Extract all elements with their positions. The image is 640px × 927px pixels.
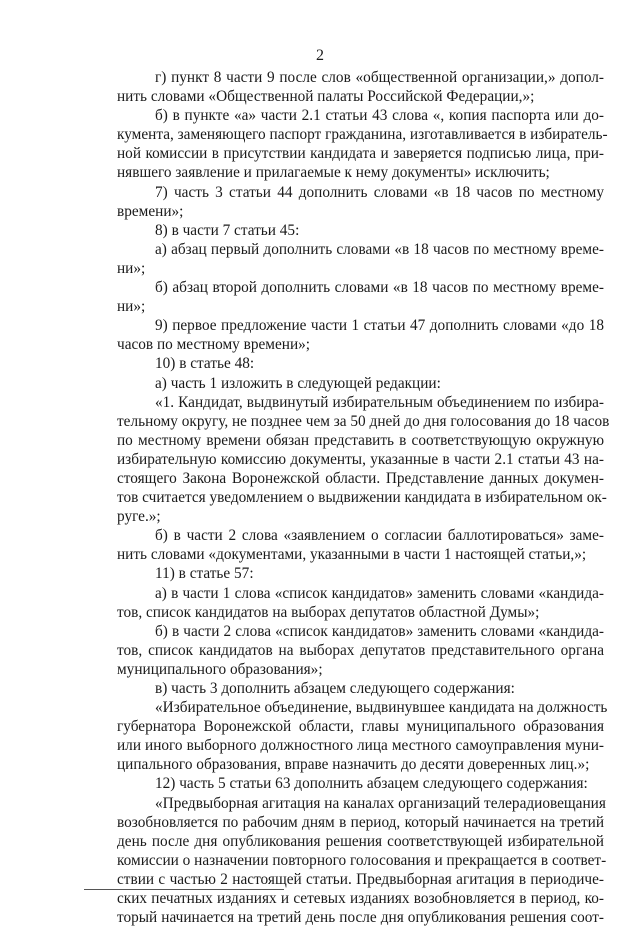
- text-line: губернатора Воронежской области, главы муниципального образования: [117, 718, 604, 736]
- text-line: 11) в статье 57:: [155, 565, 254, 583]
- text-line: 10) в статье 48:: [155, 355, 255, 373]
- text-line: тов, список кандидатов на выборах депутатов областной Думы»;: [117, 603, 540, 621]
- text-line: а) часть 1 изложить в следующей редакции:: [155, 374, 441, 392]
- text-line: «1. Кандидат, выдвинутый избирательным объединением по избира-: [155, 393, 604, 411]
- text-line: нить словами «документами, указанными в части 1 настоящей статьи,»;: [117, 546, 587, 564]
- text-line: 8) в части 7 статьи 45:: [155, 221, 300, 239]
- text-line: б) в части 2 слова «заявлением о согласии баллотироваться» заме-: [155, 527, 604, 545]
- text-line: г) пункт 8 части 9 после слов «общественной организации,» допол-: [155, 69, 604, 86]
- text-line: «Предвыборная агитация на каналах организаций телерадиовещания: [155, 794, 606, 812]
- page-number: 2: [316, 47, 324, 64]
- text-line: кумента, заменяющего паспорт гражданина, изготавливается в избиратель-: [117, 126, 608, 144]
- text-line: 7) часть 3 статьи 44 дополнить словами «в 18 часов по местному: [155, 183, 604, 201]
- text-line: ципального образования, вправе назначить до десяти доверенных лиц.»;: [117, 756, 590, 774]
- text-line: ни»;: [117, 259, 146, 277]
- document-body: [117, 68, 610, 927]
- text-line: ни»;: [117, 298, 146, 316]
- text-line: б) в части 2 слова «список кандидатов» заменить словами «кандида-: [155, 622, 604, 640]
- text-line: нявшего заявление и прилагаемые к нему документы» исключить;: [117, 164, 550, 182]
- text-line: ствии с частью 2 настоящей статьи. Предвыборная агитация в периодиче-: [117, 870, 604, 888]
- text-line: комиссии о назначении повторного голосования и прекращается в соответ-: [117, 851, 607, 869]
- text-line: 9) первое предложение части 1 статьи 47 дополнить словами «до 18: [155, 317, 604, 335]
- footnote-divider: [84, 889, 284, 890]
- text-line: стоящего Закона Воронежской области. Представление данных докумен-: [117, 469, 604, 487]
- text-line: по местному времени обязан представить в соответствующую окружную: [117, 431, 604, 449]
- text-line: тельному округу, не позднее чем за 50 дней до дня голосования до 18 часов: [117, 412, 610, 430]
- text-line: часов по местному времени»;: [117, 336, 311, 354]
- text-line: б) абзац второй дополнить словами «в 18 часов по местному време-: [155, 279, 604, 297]
- text-line: «Избирательное объединение, выдвинувшее кандидата на должность: [155, 699, 608, 717]
- text-line: ной комиссии в присутствии кандидата и заверяется подписью лица, при-: [117, 145, 604, 163]
- text-line: избирательную комиссию документы, указанные в части 2.1 статьи 43 на-: [117, 450, 604, 468]
- text-line: ских печатных изданиях и сетевых изданиях возобновляется в период, ко-: [117, 890, 604, 908]
- text-line: нить словами «Общественной палаты Российской Федерации,»;: [117, 88, 535, 106]
- text-line: б) в пункте «а» части 2.1 статьи 43 слова «, копия паспорта или до-: [155, 107, 604, 125]
- text-line: тов, список кандидатов на выборах депутатов представительного органа: [117, 641, 604, 659]
- text-line: в) часть 3 дополнить абзацем следующего содержания:: [155, 680, 515, 697]
- text-line: день после дня опубликования решения соответствующей избирательной: [117, 832, 604, 850]
- text-line: 12) часть 5 статьи 63 дополнить абзацем следующего содержания:: [155, 775, 588, 793]
- text-line: тов считается уведомлением о выдвижении кандидата в избирательном ок-: [117, 489, 607, 507]
- text-line: возобновляется по рабочим дням в период, который начинается на третий: [117, 813, 604, 831]
- text-line: времени»;: [117, 202, 184, 220]
- text-line: муниципального образования»;: [117, 660, 323, 678]
- text-line: торый начинается на третий день после дня опубликования решения соот-: [117, 909, 604, 927]
- text-line: а) абзац первый дополнить словами «в 18 часов по местному време-: [155, 240, 604, 258]
- text-line: а) в части 1 слова «список кандидатов» заменить словами «кандида-: [155, 584, 604, 602]
- text-line: руге.»;: [117, 508, 161, 526]
- text-line: или иного выборного должностного лица местного самоуправления муни-: [117, 737, 604, 755]
